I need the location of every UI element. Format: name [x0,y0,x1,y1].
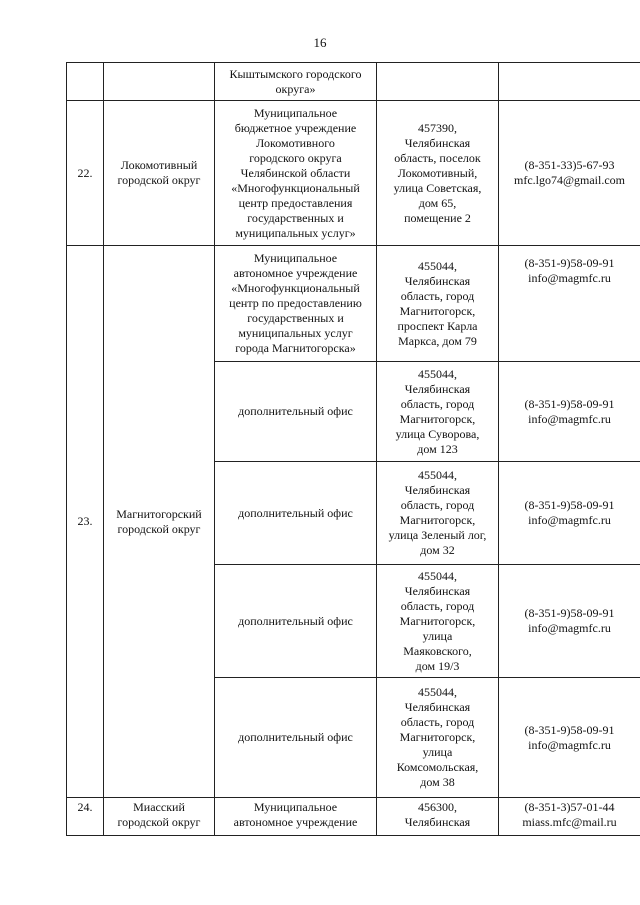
district-line: городской округ [117,173,201,187]
table-row [67,101,640,246]
address-line: Магнитогорск, [399,613,476,628]
table-row [67,63,640,101]
table-row [67,246,640,362]
address-cell [377,798,499,836]
organization-line: Муниципальное [253,800,338,814]
phone-text: (8-351-9)58-09-91 [524,396,615,411]
address-line: Магнитогорск, [399,411,476,426]
address-line: область, поселок [394,150,481,165]
address-line: область, город [400,598,475,613]
phone-text: (8-351-9)58-09-91 [524,606,615,620]
organization-cell [215,462,377,565]
organization-line: центр предоставления [238,195,353,210]
organization-line: муниципальных услуг» [235,225,356,240]
address-line: 455044, [418,568,457,583]
contacts-cell [499,63,640,101]
email-text: info@magmfc.ru [528,271,611,285]
address-line: 455044, [418,258,457,273]
address-cell [377,462,499,565]
organization-line: автономное учреждение [233,815,358,829]
address-cell [377,101,499,246]
address-line: область, город [400,715,475,729]
address-cell [377,246,499,362]
district-line: городской округ [117,521,201,536]
address-line: Челябинская [404,381,471,396]
organization-cell [215,246,377,362]
address-line: дом 38 [420,775,455,789]
contacts-cell [499,362,640,462]
email-text: info@magmfc.ru [528,621,611,635]
address-line: Челябинская [404,135,471,150]
organization-line: центр по предоставлению [229,296,362,310]
organization-line: государственных и [247,210,344,225]
page-number: 16 [313,35,327,50]
address-line: проспект Карла [397,318,478,333]
contacts-cell [499,678,640,798]
row-number-cell: 24. [67,798,104,836]
address-line: 456300, [418,800,457,814]
email-text: info@magmfc.ru [528,513,611,527]
address-cell [377,63,499,101]
address-line: Челябинская [404,583,471,598]
address-line: 455044, [418,685,457,699]
district-line: городской округ [117,815,201,829]
office-label: дополнительный офис [238,613,353,628]
office-label: дополнительный офис [238,505,353,520]
district-cell [104,798,215,836]
address-line: улица [422,745,453,759]
district-cell [104,63,215,101]
row-number-cell: 22. [67,101,104,246]
address-cell [377,362,499,462]
address-line: дом 32 [420,543,455,557]
phone-text: (8-351-9)58-09-91 [524,722,615,737]
email-text: info@magmfc.ru [528,737,611,752]
address-line: область, город [400,498,475,512]
row-number-cell [67,63,104,101]
address-line: 455044, [418,468,457,482]
organization-line: Кыштымского городского [229,66,362,81]
address-line: помещение 2 [404,210,471,225]
organization-line: Локомотивного [256,135,335,150]
address-line: Челябинская [404,483,471,497]
address-cell [377,678,499,798]
address-line: Магнитогорск, [399,513,476,527]
phone-text: (8-351-3)57-01-44 [524,800,615,814]
address-line: Челябинская [404,273,471,288]
address-line: дом 65, [418,195,457,210]
mfc-registry-table [66,62,640,836]
organization-line: городского округа [249,150,342,165]
organization-line: бюджетное учреждение [234,120,357,135]
address-line: улица Зеленый лог, [388,528,487,542]
organization-line: города Магнитогорска» [235,341,356,355]
address-line: 455044, [418,366,457,381]
email-text: miass.mfc@mail.ru [522,815,617,829]
organization-line: «Многофункциональный [231,281,360,295]
address-line: Челябинская [404,700,471,714]
organization-cell [215,565,377,678]
organization-line: округа» [275,81,316,96]
table-row [67,798,640,836]
organization-line: Муниципальное [253,251,338,265]
phone-text: (8-351-33)5-67-93 [524,158,615,172]
organization-line: «Многофункциональный [231,180,360,195]
address-line: улица [422,628,453,643]
contacts-cell [499,101,640,246]
address-line: Маяковского, [403,643,472,658]
address-line: Комсомольская, [396,760,479,774]
organization-line: Муниципальное [253,105,338,120]
address-line: Маркса, дом 79 [398,333,477,348]
organization-line: муниципальных услуг [238,326,353,340]
address-line: Челябинская [404,815,471,829]
organization-cell [215,798,377,836]
organization-line: автономное учреждение [233,266,358,280]
address-cell [377,565,499,678]
district-line: Миасский [133,800,185,814]
organization-cell [215,678,377,798]
organization-cell [215,101,377,246]
row-number-cell: 23. [67,246,104,798]
organization-line: государственных и [247,311,344,325]
district-cell [104,246,215,798]
district-cell [104,101,215,246]
phone-text: (8-351-9)58-09-91 [524,256,615,270]
district-line: Магнитогорский [116,506,202,521]
address-line: Магнитогорск, [399,730,476,744]
contacts-cell [499,565,640,678]
address-line: дом 19/3 [415,658,460,673]
address-line: улица Советская, [393,180,482,195]
office-label: дополнительный офис [238,730,353,744]
contacts-cell [499,462,640,565]
contacts-cell [499,798,640,836]
address-line: область, город [400,288,475,303]
address-line: дом 123 [417,441,458,456]
address-line: Магнитогорск, [399,303,476,318]
organization-cell [215,63,377,101]
contacts-cell [499,246,640,362]
address-line: улица Суворова, [395,426,480,441]
email-text: info@magmfc.ru [528,411,611,426]
phone-text: (8-351-9)58-09-91 [524,498,615,512]
address-line: область, город [400,396,475,411]
address-line: Локомотивный, [397,165,478,180]
email-text: mfc.lgo74@gmail.com [513,173,626,187]
district-line: Локомотивный [120,158,198,172]
address-line: 457390, [418,120,457,135]
organization-line: Челябинской области [240,165,351,180]
organization-cell [215,362,377,462]
office-label: дополнительный офис [238,404,353,418]
